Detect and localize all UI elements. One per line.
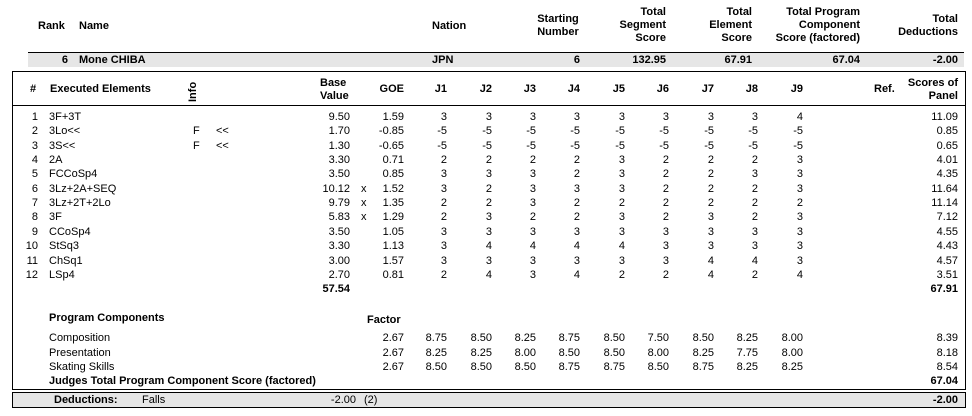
deduction-count: (2) [364, 394, 378, 406]
pcs-total-label: Judges Total Program Component Score (factored) [49, 375, 316, 387]
judge-score: 3 [440, 226, 447, 238]
element-goe: 1.52 [382, 183, 404, 195]
judge-score: -5 [704, 125, 714, 137]
judge-score: -5 [659, 125, 669, 137]
element-row [0, 153, 972, 167]
judge-score: 4 [751, 255, 758, 267]
factor-header: Factor [367, 314, 401, 326]
component-row [0, 360, 972, 374]
judge-score: 4 [796, 269, 803, 281]
component-judge-score: 8.00 [514, 347, 536, 359]
skater-rank: 6 [61, 54, 68, 66]
component-judge-score: 8.50 [425, 361, 447, 373]
element-code: CCoSp4 [49, 226, 91, 238]
element-base-value: 2.70 [328, 269, 350, 281]
component-judge-score: 8.25 [514, 332, 536, 344]
goe-header: GOE [379, 83, 404, 95]
table-top-border [12, 71, 966, 72]
judge-score: 3 [751, 226, 758, 238]
component-judge-score: 8.25 [736, 332, 758, 344]
judge-score: 3 [796, 168, 803, 180]
component-judge-score: 8.00 [647, 347, 669, 359]
element-base-value: 3.50 [328, 168, 350, 180]
judge-score: -5 [570, 140, 580, 152]
element-base-value: 10.12 [322, 183, 350, 195]
judge-score: 2 [662, 269, 669, 281]
executed-elements-header: Executed Elements [50, 83, 151, 95]
component-judge-score: 8.00 [781, 347, 803, 359]
judge-score: 3 [485, 168, 492, 180]
judge-score: -5 [748, 140, 758, 152]
judge-score: 2 [751, 183, 758, 195]
judge-header-3: J3 [523, 83, 536, 95]
judge-score: 3 [529, 269, 536, 281]
judge-score: 3 [751, 168, 758, 180]
element-code: FCCoSp4 [49, 168, 98, 180]
element-panel-score: 0.65 [936, 140, 958, 152]
judge-score: 3 [573, 226, 580, 238]
component-name: Composition [49, 332, 111, 344]
judge-score: 4 [796, 111, 803, 123]
component-judge-score: 8.50 [603, 347, 625, 359]
judge-score: 3 [573, 183, 580, 195]
judge-score: 3 [662, 226, 669, 238]
judge-score: 2 [707, 197, 714, 209]
element-panel-score: 4.43 [936, 240, 958, 252]
segment-score-header: Total Segment Score [619, 6, 666, 44]
judge-score: 3 [796, 183, 803, 195]
judge-score: 2 [662, 154, 669, 166]
component-judge-score: 8.25 [781, 361, 803, 373]
element-number: 8 [31, 211, 38, 223]
judge-score: 2 [707, 183, 714, 195]
element-goe: 0.85 [382, 168, 404, 180]
element-number: 3 [31, 140, 38, 152]
component-judge-score: 8.50 [470, 361, 492, 373]
judge-score: -5 [748, 125, 758, 137]
component-name: Presentation [49, 347, 111, 359]
judge-score: -5 [615, 140, 625, 152]
panel-score-header: Scores of Panel [907, 77, 958, 102]
element-row [0, 210, 972, 224]
judge-score: 3 [751, 111, 758, 123]
component-judge-score: 7.50 [647, 332, 669, 344]
element-goe: 1.35 [382, 197, 404, 209]
component-judge-score: 8.75 [692, 361, 714, 373]
component-judge-score: 8.25 [425, 347, 447, 359]
judge-score: -5 [793, 140, 803, 152]
component-row [0, 346, 972, 360]
element-base-value: 1.30 [328, 140, 350, 152]
judge-score: 3 [440, 111, 447, 123]
element-code: 3Lo<< [49, 125, 81, 137]
component-score: 67.04 [832, 54, 860, 66]
judge-score: 2 [573, 154, 580, 166]
judge-score: 3 [440, 255, 447, 267]
element-info: F [193, 125, 200, 137]
judge-score: -5 [437, 140, 447, 152]
component-judge-score: 8.75 [558, 361, 580, 373]
element-base-value: 3.00 [328, 255, 350, 267]
judge-score: 4 [485, 269, 492, 281]
element-number: 7 [31, 197, 38, 209]
judge-score: 3 [618, 154, 625, 166]
rank-header: Rank [38, 20, 65, 32]
element-goe: 1.29 [382, 211, 404, 223]
judge-score: 3 [707, 111, 714, 123]
judge-score: 3 [618, 226, 625, 238]
judge-score: -5 [482, 125, 492, 137]
element-panel-score: 4.55 [936, 226, 958, 238]
judge-score: 3 [796, 226, 803, 238]
element-number: 6 [31, 183, 38, 195]
element-number: 11 [26, 255, 38, 267]
judge-score: 3 [618, 168, 625, 180]
program-components-title: Program Components [49, 312, 165, 324]
component-factor: 2.67 [382, 347, 404, 359]
judge-score: 2 [618, 269, 625, 281]
judge-score: 3 [618, 183, 625, 195]
segment-score: 132.95 [632, 54, 666, 66]
element-panel-score: 11.09 [931, 111, 958, 123]
deductions-header: Total Deductions [898, 13, 958, 38]
judge-score: 2 [573, 168, 580, 180]
judge-score: 2 [485, 154, 492, 166]
component-factor: 2.67 [382, 332, 404, 344]
judge-score: 3 [618, 111, 625, 123]
component-judge-score: 7.75 [736, 347, 758, 359]
starting-number-header: Starting Number [537, 13, 579, 38]
judge-score: 3 [529, 168, 536, 180]
deduction-value: -2.00 [330, 394, 356, 406]
judge-header-4: J4 [567, 83, 580, 95]
component-judge-score: 8.50 [470, 332, 492, 344]
judge-score: 3 [796, 211, 803, 223]
base-value-total: 57.54 [322, 283, 350, 295]
element-number: 2 [31, 125, 38, 137]
element-row [0, 225, 972, 239]
element-info: F [193, 140, 200, 152]
table-bottom-border [12, 389, 966, 390]
element-base-value: 3.50 [328, 226, 350, 238]
judge-score: 3 [707, 226, 714, 238]
deductions-bottom-border [12, 407, 966, 408]
judge-score: -5 [793, 125, 803, 137]
judge-score: 3 [796, 240, 803, 252]
element-panel-score: 7.12 [936, 211, 958, 223]
pcs-total: 67.04 [930, 375, 958, 387]
judge-score: 2 [618, 197, 625, 209]
element-goe: 0.71 [382, 154, 404, 166]
judge-score: 2 [573, 197, 580, 209]
elements-header-divider [12, 105, 966, 106]
nation-header: Nation [432, 20, 467, 32]
judge-score: 3 [529, 255, 536, 267]
element-number: 10 [25, 240, 38, 252]
skater-nation: JPN [432, 54, 454, 66]
element-code: 2A [49, 154, 63, 166]
judge-score: 3 [485, 111, 492, 123]
judge-score: 4 [707, 269, 714, 281]
element-code: LSp4 [49, 269, 75, 281]
judge-score: 3 [440, 240, 447, 252]
element-row [0, 239, 972, 253]
component-judge-score: 8.75 [558, 332, 580, 344]
deductions-right-border [965, 392, 966, 408]
element-row [0, 110, 972, 124]
panel-score-total: 67.91 [930, 283, 958, 295]
component-panel-score: 8.18 [936, 347, 958, 359]
component-factor: 2.67 [382, 361, 404, 373]
element-number: 5 [31, 168, 38, 180]
judge-score: -5 [704, 140, 714, 152]
element-base-value: 9.79 [328, 197, 350, 209]
component-judge-score: 8.50 [558, 347, 580, 359]
component-judge-score: 8.25 [470, 347, 492, 359]
total-deductions: -2.00 [932, 54, 958, 66]
judge-score: 2 [662, 168, 669, 180]
judge-score: 3 [529, 183, 536, 195]
component-judge-score: 8.25 [736, 361, 758, 373]
component-panel-score: 8.39 [936, 332, 958, 344]
element-x-bonus: x [361, 183, 367, 195]
element-code: 3F [49, 211, 62, 223]
judge-score: 2 [751, 197, 758, 209]
element-row [0, 268, 972, 282]
judge-score: 3 [796, 154, 803, 166]
judge-score: 3 [529, 197, 536, 209]
element-code: ChSq1 [49, 255, 83, 267]
element-score: 67.91 [724, 54, 752, 66]
judge-score: -5 [570, 125, 580, 137]
judge-header-1: J1 [434, 83, 447, 95]
judge-score: 3 [485, 211, 492, 223]
ref-header: Ref. [874, 83, 895, 95]
judge-score: 4 [529, 240, 536, 252]
component-judge-score: 8.50 [692, 332, 714, 344]
element-row [0, 139, 972, 153]
element-panel-score: 4.01 [936, 154, 958, 166]
judge-score: 2 [662, 197, 669, 209]
judge-score: 3 [440, 168, 447, 180]
element-goe: 1.05 [382, 226, 404, 238]
judge-score: 3 [796, 255, 803, 267]
starting-number: 6 [573, 54, 580, 66]
judge-score: 3 [618, 255, 625, 267]
deductions-left-border [12, 392, 13, 408]
judge-score: 4 [618, 240, 625, 252]
element-code: 3F+3T [49, 111, 82, 123]
component-judge-score: 8.75 [603, 361, 625, 373]
element-row [0, 254, 972, 268]
element-panel-score: 3.51 [936, 269, 958, 281]
skater-name: Mone CHIBA [79, 54, 146, 66]
deductions-label: Deductions: [54, 394, 118, 406]
element-number: 12 [25, 269, 38, 281]
judge-score: 3 [662, 111, 669, 123]
judge-score: 2 [751, 269, 758, 281]
judge-score: 4 [573, 269, 580, 281]
info-header: Info [187, 81, 199, 102]
component-score-header: Total Program Component Score (factored) [775, 6, 860, 44]
element-code: 3Lz+2A+SEQ [49, 183, 117, 195]
judge-score: 4 [707, 255, 714, 267]
component-judge-score: 8.50 [514, 361, 536, 373]
judge-score: 4 [573, 240, 580, 252]
element-row [0, 196, 972, 210]
judge-score: 2 [529, 154, 536, 166]
component-judge-score: 8.75 [425, 332, 447, 344]
element-code: 3S<< [49, 140, 76, 152]
element-row [0, 124, 972, 138]
element-panel-score: 4.35 [936, 168, 958, 180]
judge-score: 3 [485, 226, 492, 238]
element-base-value: 5.83 [328, 211, 350, 223]
element-x-bonus: x [361, 197, 367, 209]
judge-header-5: J5 [612, 83, 625, 95]
judge-score: 3 [573, 255, 580, 267]
element-base-value: 9.50 [328, 111, 350, 123]
component-judge-score: 8.00 [781, 332, 803, 344]
judge-score: 3 [485, 255, 492, 267]
judge-score: 3 [618, 211, 625, 223]
judge-score: -5 [437, 125, 447, 137]
judge-score: 3 [529, 111, 536, 123]
judge-score: -5 [615, 125, 625, 137]
component-judge-score: 8.25 [692, 347, 714, 359]
judge-score: 2 [707, 154, 714, 166]
judge-score: 2 [440, 211, 447, 223]
judge-score: 2 [796, 197, 803, 209]
judge-score: -5 [526, 140, 536, 152]
element-panel-score: 4.57 [936, 255, 958, 267]
element-row [0, 182, 972, 196]
judge-score: 2 [485, 197, 492, 209]
judge-score: -5 [526, 125, 536, 137]
judge-score: 3 [440, 183, 447, 195]
judge-score: 2 [662, 183, 669, 195]
judge-score: 2 [751, 211, 758, 223]
component-row [0, 331, 972, 345]
judge-score: -5 [482, 140, 492, 152]
name-header: Name [79, 20, 109, 32]
element-panel-score: 11.64 [931, 183, 958, 195]
judge-score: 3 [707, 240, 714, 252]
judge-score: 2 [573, 211, 580, 223]
num-header: # [30, 83, 37, 95]
element-number: 9 [31, 226, 38, 238]
judge-score: 3 [751, 240, 758, 252]
base-value-header: Base Value [320, 77, 349, 102]
judge-score: 3 [707, 211, 714, 223]
element-goe: 1.59 [382, 111, 404, 123]
judge-score: -5 [659, 140, 669, 152]
element-mark: << [216, 140, 229, 152]
element-row [0, 167, 972, 181]
element-goe: -0.65 [378, 140, 404, 152]
judge-score: 2 [751, 154, 758, 166]
element-mark: << [216, 125, 229, 137]
component-panel-score: 8.54 [936, 361, 958, 373]
element-panel-score: 11.14 [931, 197, 958, 209]
judge-header-9: J9 [790, 83, 803, 95]
element-number: 1 [31, 111, 38, 123]
element-code: StSq3 [49, 240, 79, 252]
judge-score: 4 [485, 240, 492, 252]
element-goe: 1.13 [382, 240, 404, 252]
judge-score: 2 [485, 183, 492, 195]
element-panel-score: 0.85 [936, 125, 958, 137]
deductions-total: -2.00 [932, 394, 958, 406]
judge-score: 3 [662, 240, 669, 252]
element-goe: 1.57 [382, 255, 404, 267]
judge-score: 2 [662, 211, 669, 223]
judge-header-8: J8 [745, 83, 758, 95]
element-base-value: 1.70 [328, 125, 350, 137]
element-score-header: Total Element Score [709, 6, 752, 44]
element-goe: 0.81 [382, 269, 404, 281]
element-goe: -0.85 [378, 125, 404, 137]
deduction-type: Falls [142, 394, 166, 406]
element-base-value: 3.30 [328, 154, 350, 166]
judge-header-7: J7 [701, 83, 714, 95]
component-judge-score: 8.50 [647, 361, 669, 373]
judge-header-6: J6 [656, 83, 669, 95]
element-base-value: 3.30 [328, 240, 350, 252]
component-name: Skating Skills [49, 361, 115, 373]
component-judge-score: 8.50 [603, 332, 625, 344]
judge-score: 3 [573, 111, 580, 123]
judge-score: 2 [440, 154, 447, 166]
element-number: 4 [31, 154, 38, 166]
judge-score: 2 [529, 211, 536, 223]
judge-header-2: J2 [479, 83, 492, 95]
judge-score: 2 [440, 269, 447, 281]
element-code: 3Lz+2T+2Lo [49, 197, 111, 209]
element-x-bonus: x [361, 211, 367, 223]
judge-score: 3 [529, 226, 536, 238]
judge-score: 2 [440, 197, 447, 209]
judge-score: 2 [707, 168, 714, 180]
judge-score: 3 [662, 255, 669, 267]
